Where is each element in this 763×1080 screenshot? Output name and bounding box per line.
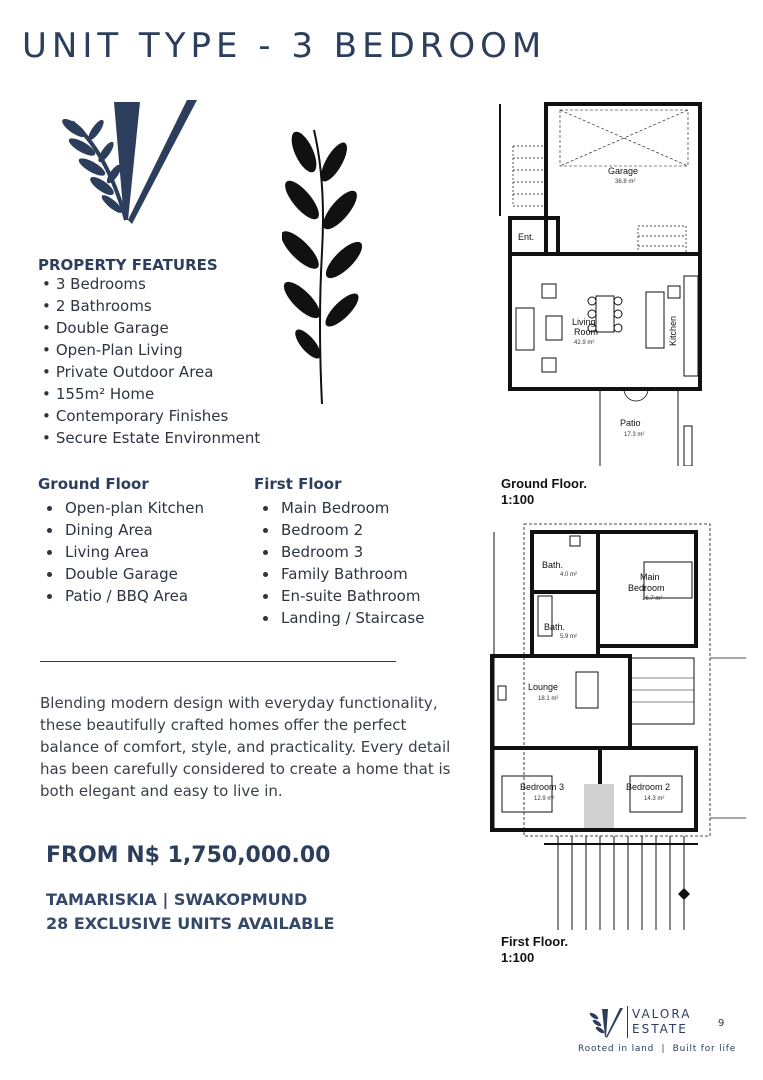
ground-floor-section: [38, 475, 204, 607]
list-item: Main Bedroom: [254, 497, 424, 519]
list-item: • 2 Bathrooms: [42, 295, 260, 317]
first-floor-caption: [501, 934, 568, 966]
caption-scale: 1:100: [501, 950, 535, 965]
footer-brand: [632, 1007, 691, 1037]
leaf-branch-icon: [282, 122, 362, 407]
location: TAMARISKIA | SWAKOPMUND: [46, 890, 308, 909]
list-item: Dining Area: [38, 519, 204, 541]
valora-v-logo: [52, 92, 202, 232]
list-item: Bedroom 3: [254, 541, 424, 563]
features-list: [42, 273, 260, 449]
bath1-area: 4.0 m²: [560, 572, 578, 578]
main-bed-area: 16.7 m²: [642, 596, 663, 602]
north-marker-icon: [678, 888, 690, 900]
list-item: Living Area: [38, 541, 204, 563]
garage-label: Garage: [608, 166, 639, 176]
bath1-label: Bath.: [542, 560, 564, 570]
living-label-2: Room: [574, 327, 599, 337]
bedroom3-label: Bedroom 3: [520, 782, 565, 792]
tagline: Rooted in land | Built for life: [578, 1044, 737, 1054]
list-item: • Secure Estate Environment: [42, 427, 260, 449]
list-item: • 3 Bedrooms: [42, 273, 260, 295]
first-floor-list: [254, 497, 424, 629]
list-item: Family Bathroom: [254, 563, 424, 585]
footer-divider: [627, 1006, 628, 1038]
footer-v-logo-icon: [588, 1006, 624, 1040]
units-available: 28 EXCLUSIVE UNITS AVAILABLE: [46, 914, 335, 933]
garage-area: 36.8 m²: [615, 179, 636, 185]
features-heading: PROPERTY FEATURES: [38, 256, 218, 274]
list-item: • 155m² Home: [42, 383, 260, 405]
divider: [40, 661, 396, 662]
main-bed-label-2: Bedroom: [628, 583, 665, 593]
entrance-label: Ent.: [518, 232, 535, 242]
bedroom2-area: 14.3 m²: [644, 796, 665, 802]
patio-label: Patio: [620, 418, 641, 428]
bedroom2-label: Bedroom 2: [626, 782, 671, 792]
list-item: • Open-Plan Living: [42, 339, 260, 361]
page-title: UNIT TYPE - 3 BEDROOM: [22, 26, 547, 66]
list-item: Double Garage: [38, 563, 204, 585]
list-item: Landing / Staircase: [254, 607, 424, 629]
kitchen-label: Kitchen: [668, 315, 678, 346]
bath2-area: 5.9 m²: [560, 634, 578, 640]
caption-scale: 1:100: [501, 492, 535, 507]
list-item: • Double Garage: [42, 317, 260, 339]
first-floor-heading: First Floor: [254, 475, 342, 493]
lounge-area: 18.1 m²: [538, 696, 559, 702]
list-item: Patio / BBQ Area: [38, 585, 204, 607]
patio-area: 17.3 m²: [624, 432, 645, 438]
ground-floor-list: [38, 497, 204, 607]
ground-floor-plan: [488, 96, 708, 466]
list-item: Open-plan Kitchen: [38, 497, 204, 519]
description: Blending modern design with everyday functionality, these beautifully crafted homes offer the perfect balance of comfort, style, and practicality. Every detail has been carefully considered to create a home that is both elegant and easy to live in.: [40, 694, 451, 800]
caption-line: First Floor.: [501, 934, 569, 949]
brand-line2: ESTATE: [632, 1022, 688, 1036]
living-label: Living: [572, 317, 596, 327]
property-features: [38, 256, 260, 449]
list-item: • Private Outdoor Area: [42, 361, 260, 383]
first-floor-section: [254, 475, 424, 629]
lounge-label: Lounge: [528, 682, 559, 692]
caption-line: Ground Floor.: [501, 476, 587, 491]
page-number: 9: [718, 1018, 725, 1029]
list-item: En-suite Bathroom: [254, 585, 424, 607]
brand-line1: VALORA: [632, 1007, 692, 1021]
bedroom3-area: 12.9 m²: [534, 796, 555, 802]
living-area: 42.9 m²: [574, 340, 595, 346]
list-item: Bedroom 2: [254, 519, 424, 541]
main-bed-label: Main: [640, 572, 660, 582]
list-item: • Contemporary Finishes: [42, 405, 260, 427]
bath2-label: Bath.: [544, 622, 566, 632]
first-floor-plan: [484, 518, 746, 930]
ground-floor-caption: [501, 476, 587, 508]
price: FROM N$ 1,750,000.00: [46, 843, 331, 868]
ground-floor-heading: Ground Floor: [38, 475, 149, 493]
